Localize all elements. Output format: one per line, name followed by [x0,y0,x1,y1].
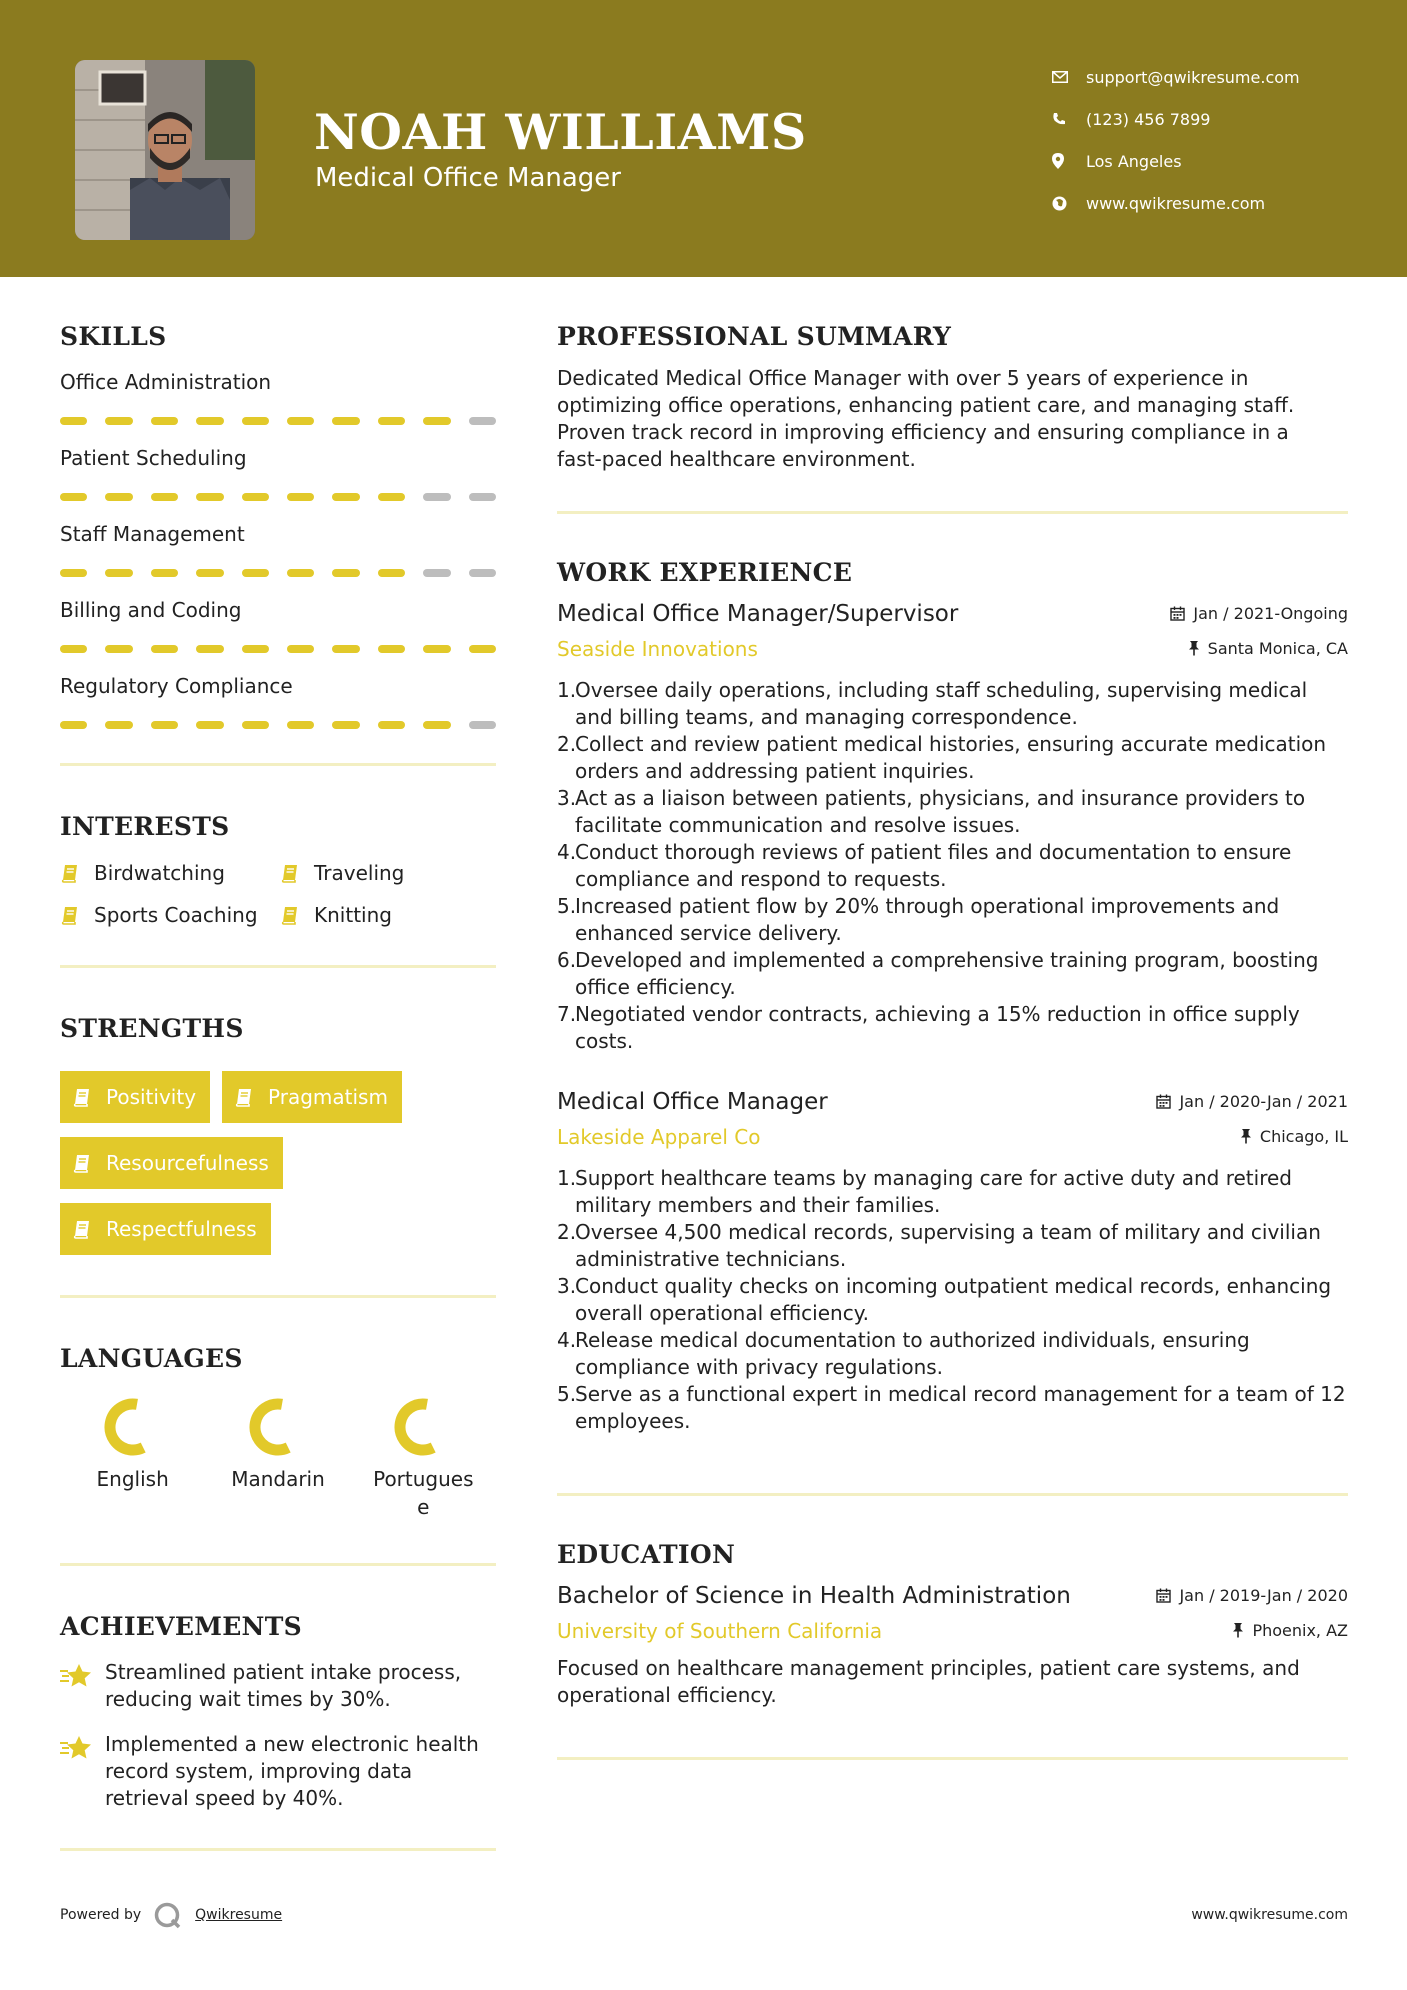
rating-dot-filled [105,493,132,501]
rating-dot-filled [151,493,178,501]
rating-dot-filled [242,645,269,653]
rating-dot-filled [332,569,359,577]
skill-name: Office Administration [60,370,272,394]
book-icon [72,1153,106,1173]
achievements-heading: ACHIEVEMENTS [60,1612,302,1641]
contact-list [1048,56,1300,224]
rating-dot-filled [105,721,132,729]
skill-rating [60,645,496,653]
rating-dot-filled [196,721,223,729]
rating-dot-filled [105,645,132,653]
job-dates: Jan / 2020-Jan / 2021 [1156,1092,1348,1111]
skill-rating [60,417,496,425]
rating-dot-filled [332,493,359,501]
map-pin-icon [1048,153,1086,169]
candidate-title: Medical Office Manager [315,163,621,193]
section-divider [557,1757,1348,1760]
rating-dot-filled [469,645,496,653]
interest-item: Birdwatching [60,861,280,885]
rating-dot-filled [378,721,405,729]
language-item [205,1397,350,1521]
language-item [351,1397,496,1521]
rating-dot-filled [423,417,450,425]
rating-dot-filled [332,417,359,425]
degree-title: Bachelor of Science in Health Administration [557,1583,1071,1609]
header-banner [0,0,1407,277]
skill-rating [60,569,496,577]
summary-heading: PROFESSIONAL SUMMARY [557,322,952,351]
skill-item [60,673,496,749]
rating-dot-filled [60,417,87,425]
language-name: Mandarin [231,1467,325,1491]
rating-dot-filled [287,417,314,425]
school-name: University of Southern California [557,1619,883,1643]
job-title: Medical Office Manager [557,1089,828,1115]
rating-dot-filled [378,417,405,425]
strength-tag: Respectfulness [60,1203,271,1255]
company-name: Lakeside Apparel Co [557,1125,761,1149]
rating-dot-filled [60,721,87,729]
rating-dot-filled [242,721,269,729]
book-icon [280,905,314,925]
strength-tag: Positivity [60,1071,210,1123]
interests-heading: INTERESTS [60,812,230,841]
job-responsibilities [557,677,1348,1055]
job-title: Medical Office Manager/Supervisor [557,601,959,627]
education-entry [557,1583,1348,1709]
powered-by: Powered by Qwikresume [60,1901,282,1929]
pin-icon [1232,1622,1244,1638]
list-item: 4. Conduct thorough reviews of patient files and documentation to ensure compliance and respond to requests. [557,840,1292,891]
qwikresume-logo-icon [153,1901,183,1929]
rating-dot-filled [196,569,223,577]
book-icon [60,863,94,883]
interest-item: Knitting [280,903,496,927]
education-heading: EDUCATION [557,1540,736,1569]
job-location: Santa Monica, CA [1188,639,1348,658]
profile-photo [75,60,255,240]
list-item: 6. Developed and implemented a comprehensive training program, boosting office efficiency. [557,948,1319,999]
achievement-item: Streamlined patient intake process, reducing wait times by 30%. [60,1659,496,1713]
job-responsibilities [557,1165,1348,1435]
pin-icon [1240,1128,1252,1144]
interest-item: Traveling [280,861,496,885]
languages-list [60,1397,496,1521]
experience-heading: WORK EXPERIENCE [557,558,853,587]
rating-dot-filled [105,569,132,577]
rating-dot-filled [151,721,178,729]
rating-dot-filled [423,721,450,729]
list-item: 7. Negotiated vendor contracts, achieving a 15% reduction in office supply costs. [557,1002,1300,1053]
list-item: 3. Conduct quality checks on incoming outpatient medical records, enhancing overall operational efficiency. [557,1274,1332,1325]
rating-dot-filled [423,645,450,653]
section-divider [557,1493,1348,1496]
rating-dot-filled [196,645,223,653]
skill-name: Billing and Coding [60,598,242,622]
section-divider [60,1848,496,1851]
rating-dot-empty [469,569,496,577]
section-divider [557,511,1348,514]
rating-dot-empty [469,721,496,729]
list-item: 1. Oversee daily operations, including staff scheduling, supervising medical and billing teams, and managing correspondence. [557,678,1308,729]
summary-text: Dedicated Medical Office Manager with over 5 years of experience in optimizing office operations, enhancing patient care, and managing staff. Proven track record in improving efficiency and ensuring compliance in a fast-paced healthcare environment. [557,366,1295,471]
skill-rating [60,493,496,501]
rating-dot-filled [151,417,178,425]
contact-location: Los Angeles [1048,140,1300,182]
phone-icon [1048,112,1086,126]
language-name: English [96,1467,169,1491]
book-icon [234,1087,268,1107]
skill-name: Regulatory Compliance [60,674,293,698]
rating-dot-empty [423,569,450,577]
rating-dot-filled [287,569,314,577]
skills-list [60,369,496,749]
rating-dot-filled [378,645,405,653]
book-icon [72,1219,106,1239]
star-icon [60,1731,105,1812]
job-location: Chicago, IL [1240,1127,1348,1146]
rating-dot-empty [469,417,496,425]
achievements-list [60,1659,496,1812]
rating-dot-empty [469,493,496,501]
job-dates: Jan / 2021-Ongoing [1170,604,1348,623]
book-icon [72,1087,106,1107]
rating-dot-filled [196,493,223,501]
skill-item [60,597,496,673]
skill-item [60,445,496,521]
language-name: Portugues e [373,1467,474,1519]
rating-dot-filled [287,721,314,729]
skill-name: Patient Scheduling [60,446,247,470]
rating-dot-filled [60,493,87,501]
contact-email[interactable]: support@qwikresume.com [1048,56,1300,98]
rating-dot-empty [423,493,450,501]
language-proficiency-ring [248,1397,308,1457]
rating-dot-filled [60,569,87,577]
pin-icon [1188,640,1200,656]
interest-item: Sports Coaching [60,903,280,927]
job-entry [557,601,1348,1055]
skill-rating [60,721,496,729]
skill-name: Staff Management [60,522,245,546]
languages-heading: LANGUAGES [60,1344,243,1373]
list-item: 1. Support healthcare teams by managing care for active duty and retired military members and their families. [557,1166,1292,1217]
company-name: Seaside Innovations [557,637,758,661]
candidate-name: NOAH WILLIAMS [314,103,807,161]
list-item: 3. Act as a liaison between patients, physicians, and insurance providers to facilitate communication and resolve issues. [557,786,1306,837]
rating-dot-filled [151,645,178,653]
skill-item [60,369,496,445]
language-item [60,1397,205,1521]
calendar-icon [1156,1588,1171,1603]
right-column [557,322,1348,1760]
rating-dot-filled [196,417,223,425]
interests-list [60,861,496,927]
rating-dot-filled [242,493,269,501]
left-column [60,322,496,1851]
rating-dot-filled [332,645,359,653]
language-proficiency-ring [103,1397,163,1457]
envelope-icon [1048,71,1086,83]
section-divider [60,763,496,766]
rating-dot-filled [105,417,132,425]
book-icon [60,905,94,925]
strength-tag: Resourcefulness [60,1137,283,1189]
rating-dot-filled [332,721,359,729]
contact-website[interactable]: www.qwikresume.com [1048,182,1300,224]
language-proficiency-ring [393,1397,453,1457]
education-dates: Jan / 2019-Jan / 2020 [1156,1586,1348,1605]
section-divider [60,965,496,968]
rating-dot-filled [378,569,405,577]
footer-website[interactable]: www.qwikresume.com [1191,1907,1348,1923]
rating-dot-filled [151,569,178,577]
education-description: Focused on healthcare management principles, patient care systems, and operational efficiency. [557,1656,1300,1707]
achievement-item: Implemented a new electronic health record system, improving data retrieval speed by 40%. [60,1731,496,1812]
skill-item [60,521,496,597]
contact-phone[interactable]: (123) 456 7899 [1048,98,1300,140]
list-item: 2. Oversee 4,500 medical records, supervising a team of military and civilian administrative technicians. [557,1220,1321,1271]
rating-dot-filled [242,417,269,425]
education-location: Phoenix, AZ [1232,1621,1348,1640]
qwikresume-link[interactable]: Qwikresume [195,1907,283,1923]
rating-dot-filled [287,645,314,653]
book-icon [280,863,314,883]
calendar-icon [1170,606,1185,621]
strengths-list [60,1071,496,1255]
job-entry [557,1089,1348,1435]
section-divider [60,1563,496,1566]
list-item: 2. Collect and review patient medical histories, ensuring accurate medication orders and addressing patient inquiries. [557,732,1327,783]
star-icon [60,1659,105,1713]
strengths-heading: STRENGTHS [60,1014,244,1043]
list-item: 5. Serve as a functional expert in medical record management for a team of 12 employees. [557,1382,1346,1433]
globe-icon [1048,196,1086,211]
rating-dot-filled [287,493,314,501]
footer [60,1895,1348,1935]
rating-dot-filled [242,569,269,577]
rating-dot-filled [378,493,405,501]
list-item: 5. Increased patient flow by 20% through operational improvements and enhanced service delivery. [557,894,1280,945]
skills-heading: SKILLS [60,322,167,351]
section-divider [60,1295,496,1298]
strength-tag: Pragmatism [222,1071,402,1123]
list-item: 4. Release medical documentation to authorized individuals, ensuring compliance with privacy regulations. [557,1328,1250,1379]
calendar-icon [1156,1094,1171,1109]
rating-dot-filled [60,645,87,653]
